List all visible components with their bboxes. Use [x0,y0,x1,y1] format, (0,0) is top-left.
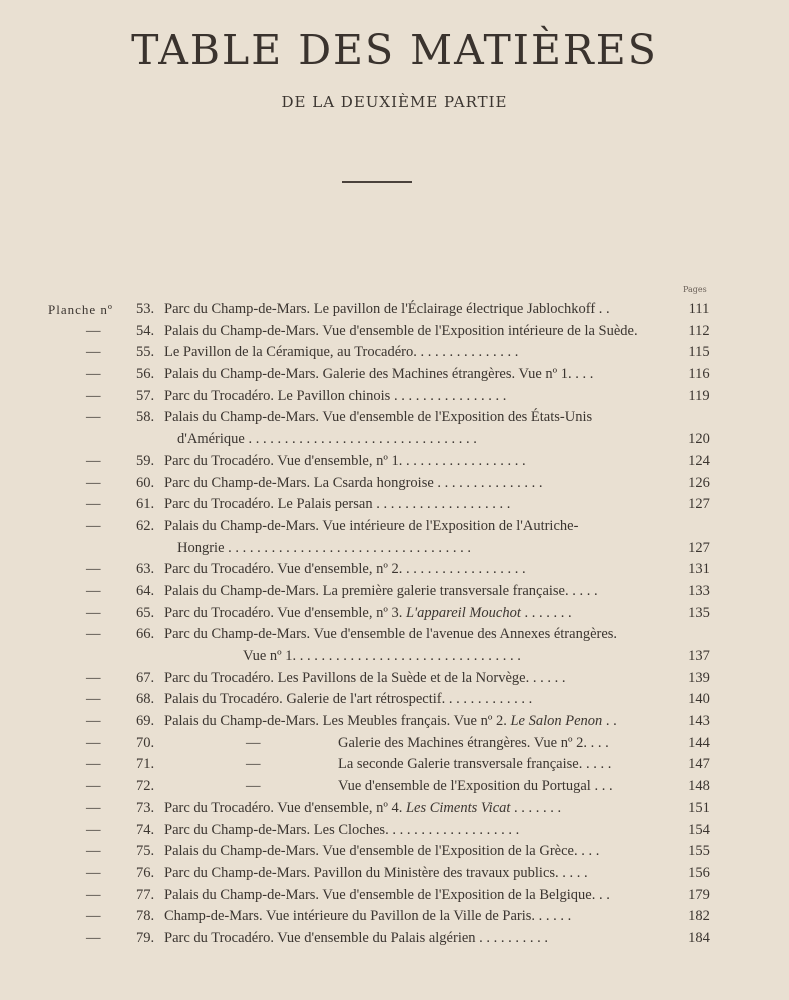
page-number: 115 [688,344,710,361]
ditto-dash: — [246,778,261,795]
page-number: 126 [688,474,710,491]
entry-title-italic: L'appareil Mouchot [405,604,521,621]
entry-title-text: Parc du Trocadéro. Vue d'ensemble, nº 1. . . . . . . . . . . . . . . . . . [164,452,526,469]
entry-title [338,733,669,755]
plate-number: 59. [136,452,155,469]
entry-prefix: — [86,387,101,404]
toc-entry [0,885,789,907]
entry-title [338,754,669,776]
plate-number: 74. [136,821,155,838]
entry-prefix: — [86,366,101,383]
toc-entry [0,473,789,495]
entry-prefix: — [86,713,101,730]
entry-title [164,364,669,386]
plate-number: 55. [136,344,155,361]
entry-prefix: — [86,452,101,469]
entry-title [164,407,669,429]
plate-number: 77. [136,886,155,903]
entry-title [177,429,669,451]
entry-title-italic: Le Salon Penon [510,713,603,730]
toc-entry [0,516,789,538]
plate-number: 69. [136,713,155,730]
toc-entry [0,429,789,451]
entry-title [243,646,669,668]
page-number: 124 [688,452,710,469]
entry-title [164,820,669,842]
plate-number: 76. [136,864,155,881]
toc-entry [0,841,789,863]
entry-title-text: Palais du Champ-de-Mars. Vue d'ensemble de l'Exposition de la Grèce. . . . [164,843,600,860]
entry-prefix: — [86,409,101,426]
entry-title [164,841,669,863]
entry-prefix: — [86,864,101,881]
entry-title [164,494,669,516]
plate-number: 53. [136,301,155,317]
page-number: 179 [688,886,710,903]
plate-number: 79. [136,929,155,946]
page-number: 143 [688,713,710,730]
plate-number: 73. [136,799,155,816]
plate-number: 67. [136,669,155,686]
entry-title-italic: Les Ciments Vicat [405,799,511,816]
page-number: 156 [688,864,710,881]
entry-prefix: — [86,626,101,643]
ditto-dash: — [246,756,261,773]
entry-prefix: — [86,474,101,491]
entry-title-text: Parc du Champ-de-Mars. Les Cloches. . . . . . . . . . . . . . . . . . . [164,821,520,838]
entry-title-text: Palais du Champ-de-Mars. Les Meubles français. Vue nº 2. [164,713,507,730]
plate-number: 63. [136,561,155,578]
entry-prefix: — [86,582,101,599]
entry-title-text: Parc du Champ-de-Mars. La Csarda hongroise . . . . . . . . . . . . . . . [164,474,543,491]
plate-number: 58. [136,409,155,426]
entry-title-text: Champ-de-Mars. Vue intérieure du Pavillon de la Ville de Paris. . . . . . [164,908,572,925]
toc-entry [0,386,789,408]
entry-title-text: Le Pavillon de la Céramique, au Trocadéro. . . . . . . . . . . . . . . [164,344,519,361]
toc-entry [0,754,789,776]
entry-title-leader: . . . . . . . [514,799,562,816]
entry-title-text: Vue d'ensemble de l'Exposition du Portugal . . . [338,778,613,795]
page-number: 119 [688,387,710,404]
pages-column-label: Pages [683,285,707,294]
entry-title-text: Parc du Trocadéro. Les Pavillons de la Suède et de la Norvège. . . . . . [164,669,566,686]
page-subtitle: DE LA DEUXIÈME PARTIE [281,93,508,111]
toc-entry [0,494,789,516]
entry-title-text: Palais du Champ-de-Mars. Vue d'ensemble de l'Exposition de la Belgique. . . [164,886,610,903]
ditto-dash: — [246,734,261,751]
entry-title [164,299,669,321]
page-number: 127 [688,539,710,556]
plate-number: 75. [136,843,155,860]
page-number: 127 [688,496,710,513]
entry-title [164,668,669,690]
entry-prefix: — [86,821,101,838]
entry-title [164,342,669,364]
entry-title [164,885,669,907]
plate-number: 65. [136,604,155,621]
page-number: 135 [688,604,710,621]
entry-title [177,538,669,560]
toc-entry [0,321,789,343]
page-number: 184 [688,929,710,946]
entry-prefix: — [86,886,101,903]
entry-prefix: — [86,908,101,925]
toc-entry [0,538,789,560]
toc-entry [0,451,789,473]
entry-prefix: — [86,799,101,816]
plate-number: 72. [136,778,155,795]
entry-title-text: Palais du Champ-de-Mars. Vue d'ensemble de l'Exposition intérieure de la Suède. [164,322,638,339]
entry-title-text: d'Amérique . . . . . . . . . . . . . . . . . . . . . . . . . . . . . . . . [177,431,477,448]
entry-prefix: — [86,604,101,621]
entry-title-text: Palais du Champ-de-Mars. Vue intérieure de l'Exposition de l'Autriche- [164,517,579,534]
entry-title-text: Parc du Trocadéro. Le Palais persan . . . . . . . . . . . . . . . . . . . [164,496,511,513]
entry-title-text: Palais du Trocadéro. Galerie de l'art rétrospectif. . . . . . . . . . . . . [164,691,533,708]
entry-title-text: Parc du Champ-de-Mars. Pavillon du Ministère des travaux publics. . . . . [164,864,588,881]
page-number: 144 [688,734,710,751]
plate-number: 66. [136,626,155,643]
page-number: 182 [688,908,710,925]
toc-entry [0,668,789,690]
entry-title-text: Palais du Champ-de-Mars. Galerie des Machines étrangères. Vue nº 1. . . . [164,366,594,383]
entry-prefix: — [86,843,101,860]
plate-number: 71. [136,756,155,773]
plate-number: 54. [136,322,155,339]
entry-prefix: — [86,561,101,578]
toc-entry [0,733,789,755]
plate-number: 60. [136,474,155,491]
entry-prefix: Planche nº [48,302,113,317]
toc-entry [0,906,789,928]
entry-title-text: Parc du Trocadéro. Vue d'ensemble, nº 2. . . . . . . . . . . . . . . . . . [164,561,526,578]
page-number: 116 [688,366,710,383]
toc-entry [0,581,789,603]
entry-title [164,473,669,495]
plate-number: 61. [136,496,155,513]
entry-title-text: Parc du Champ-de-Mars. Vue d'ensemble de l'avenue des Annexes étrangères. [164,626,618,643]
toc-entry [0,624,789,646]
toc-entry [0,689,789,711]
page-number: 151 [688,799,710,816]
page-number: 120 [688,431,710,448]
plate-number: 56. [136,366,155,383]
page-number: 111 [688,301,710,317]
entry-title-leader: . . [605,713,617,730]
plate-number: 68. [136,691,155,708]
entry-title-text: Parc du Champ-de-Mars. Le pavillon de l'Éclairage électrique Jablochkoff . . [164,301,610,317]
plate-number: 62. [136,517,155,534]
entry-title-text: Parc du Trocadéro. Vue d'ensemble, nº 4. [164,799,403,816]
entry-title [164,581,669,603]
entry-title-text: Galerie des Machines étrangères. Vue nº 2. . . . [338,734,609,751]
page-number: 139 [688,669,710,686]
entry-title-text: Parc du Trocadéro. Le Pavillon chinois . . . . . . . . . . . . . . . . [164,387,507,404]
entry-prefix: — [86,517,101,534]
divider-rule [342,181,412,183]
entry-prefix: — [86,929,101,946]
entry-title [164,863,669,885]
page-title: TABLE DES MATIÈRES [131,26,658,74]
toc-entry [0,342,789,364]
toc-entry [0,863,789,885]
entry-prefix: — [86,691,101,708]
entry-title-text: Vue nº 1. . . . . . . . . . . . . . . . . . . . . . . . . . . . . . . . [243,648,521,664]
entry-prefix: — [86,322,101,339]
entry-prefix: — [86,344,101,361]
entry-title [164,624,669,646]
entry-prefix: — [86,669,101,686]
toc-entry [0,407,789,429]
entry-title-text: Palais du Champ-de-Mars. Vue d'ensemble de l'Exposition des États-Unis [164,409,593,426]
plate-number: 70. [136,734,155,751]
toc-entry [0,603,789,625]
page-number: 154 [688,821,710,838]
page-number: 131 [688,561,710,578]
entry-title-text: La seconde Galerie transversale française. . . . . [338,756,612,773]
toc-entry [0,776,789,798]
entry-title-text: Parc du Trocadéro. Vue d'ensemble, nº 3. [164,604,403,621]
entry-title [164,603,669,625]
entry-title [164,689,669,711]
toc-entry [0,711,789,733]
entry-title [164,798,669,820]
page-number: 140 [688,691,710,708]
entry-title [164,928,669,950]
entry-title-text: Palais du Champ-de-Mars. La première galerie transversale française. . . . . [164,582,598,599]
page-number: 133 [688,582,710,599]
entry-title [164,321,669,343]
entry-prefix: — [86,756,101,773]
toc-entry [0,364,789,386]
toc-entry [0,299,789,321]
page-number: 155 [688,843,710,860]
entry-title-leader: . . . . . . . [524,604,572,621]
entry-prefix: — [86,734,101,751]
page-number: 112 [688,322,710,339]
entry-title-text: Hongrie . . . . . . . . . . . . . . . . . . . . . . . . . . . . . . . . . . [177,539,472,556]
page-number: 148 [688,778,710,795]
entry-title [164,711,669,733]
entry-title [164,559,669,581]
plate-number: 57. [136,387,155,404]
entry-prefix: — [86,778,101,795]
entry-title-text: Parc du Trocadéro. Vue d'ensemble du Palais algérien . . . . . . . . . . [164,929,549,946]
entry-prefix: — [86,496,101,513]
toc-entry [0,646,789,668]
toc-entry [0,798,789,820]
toc-entry [0,820,789,842]
entry-title [164,451,669,473]
entry-title [164,516,669,538]
table-of-contents [0,299,789,950]
page-number: 147 [688,756,710,773]
entry-title [164,386,669,408]
entry-title [338,776,669,798]
page-number: 137 [688,648,710,664]
entry-title [164,906,669,928]
toc-entry [0,928,789,950]
plate-number: 78. [136,908,155,925]
toc-entry [0,559,789,581]
plate-number: 64. [136,582,155,599]
